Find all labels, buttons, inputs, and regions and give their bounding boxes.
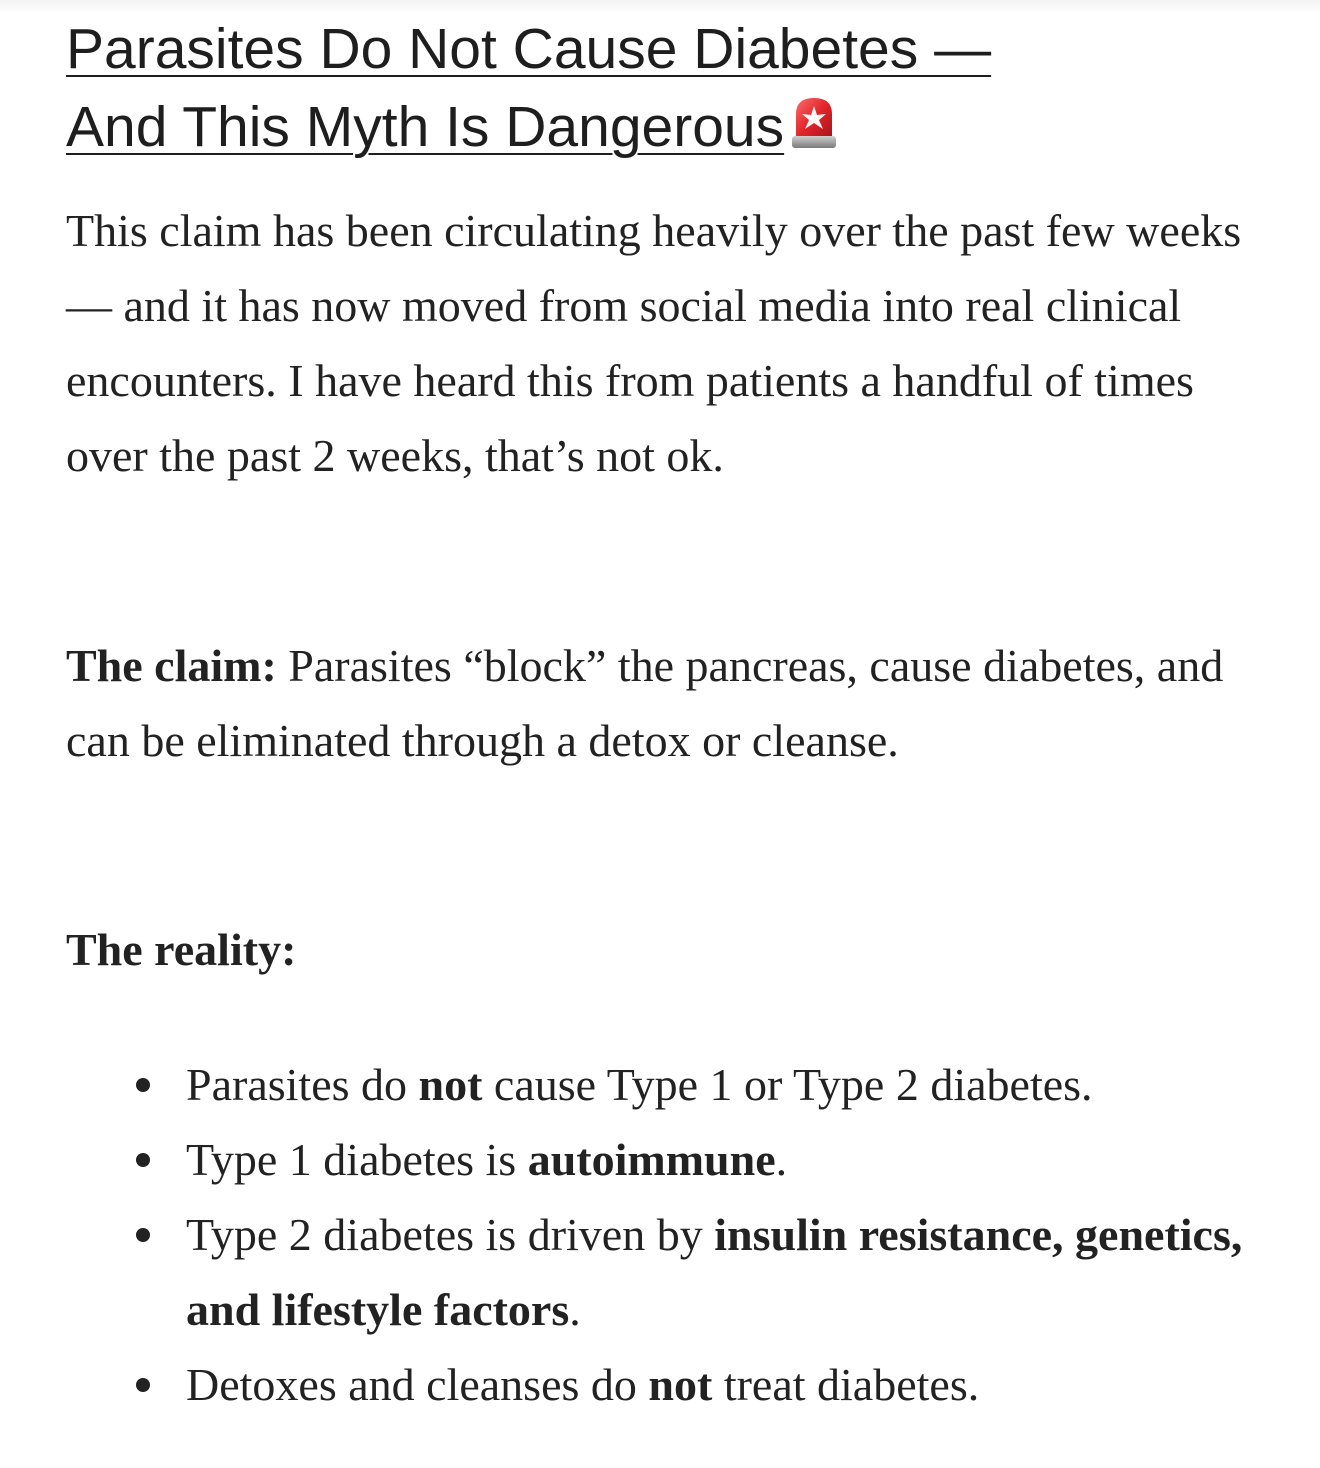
list-item-text: Type 2 diabetes is driven by — [186, 1209, 715, 1260]
list-item-text: Detoxes and cleanses do — [186, 1359, 649, 1410]
claim-paragraph — [66, 628, 1266, 778]
list-item-emphasis: not — [648, 1359, 713, 1410]
list-item-text: Type 1 diabetes is — [186, 1134, 528, 1185]
list-item-emphasis: not — [418, 1059, 483, 1110]
title-line-2-text: And This Myth Is Dangerous — [66, 95, 785, 159]
list-item-text: . — [569, 1284, 581, 1335]
title-line-1: Parasites Do Not Cause Diabetes — — [66, 17, 992, 81]
reality-list — [136, 1047, 1266, 1422]
list-item — [136, 1122, 1266, 1197]
claim-label: The claim: — [66, 640, 277, 691]
list-item — [136, 1197, 1266, 1347]
bullet-icon — [136, 1078, 150, 1092]
reality-label: The reality: — [66, 924, 297, 975]
list-item-emphasis: insulin resistance, genetics, and lifestyle factors — [186, 1209, 1243, 1335]
list-item-text: . — [775, 1134, 788, 1185]
bullet-icon — [136, 1378, 150, 1392]
police-car-light-icon — [786, 92, 842, 154]
list-item — [136, 1047, 1266, 1122]
bullet-icon — [136, 1153, 150, 1167]
list-item-emphasis: autoimmune — [527, 1134, 776, 1185]
bullet-icon — [136, 1228, 150, 1242]
article-title — [66, 10, 1246, 166]
claim-text: Parasites “block” the pancreas, cause diabetes, and can be eliminated through a detox or cleanse. — [66, 640, 1224, 766]
list-item-text: Parasites do — [186, 1059, 419, 1110]
intro-paragraph: This claim has been circulating heavily over the past few weeks — and it has now moved from social media into real clinical encounters. I have heard this from patients a handful of times over the past 2 weeks, that’s not ok. — [66, 205, 1242, 481]
list-item-text: treat diabetes. — [712, 1359, 980, 1410]
list-item — [136, 1347, 1266, 1422]
list-item-text: cause Type 1 or Type 2 diabetes. — [482, 1059, 1093, 1110]
title-line-2 — [66, 88, 1246, 166]
reality-heading — [66, 912, 1266, 987]
